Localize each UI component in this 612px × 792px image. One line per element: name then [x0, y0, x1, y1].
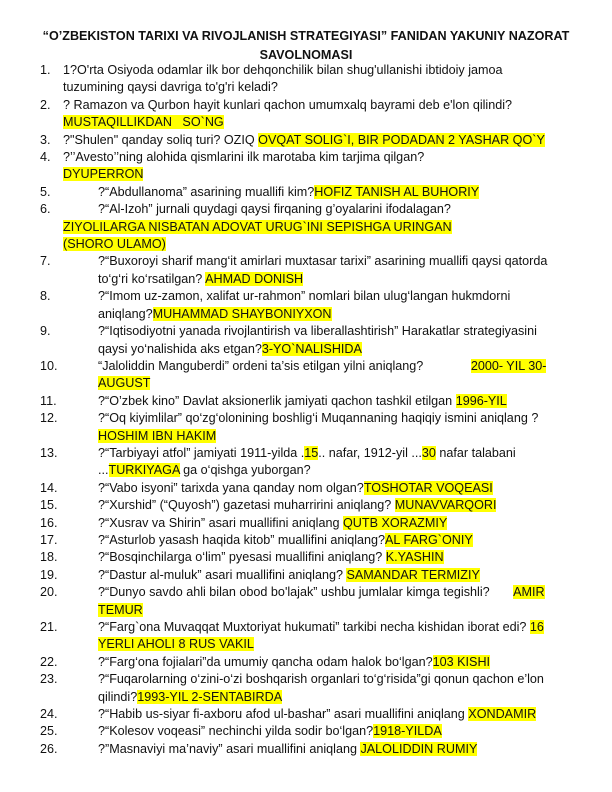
question-item — [0, 741, 568, 758]
question-text: ?“Habib us-siyar fi-axboru afod ul-bashar” asari muallifini aniqlang — [98, 707, 465, 722]
question-text: ?“Xusrav va Shirin” asari muallifini aniqlang — [98, 515, 340, 530]
question-number: 19. — [40, 567, 58, 582]
answer-highlight: AL FARG`ONIY — [385, 532, 473, 547]
question-number: 1. — [40, 63, 51, 77]
answer-highlight: OVQAT SOLIG`I, BIR PODADAN 2 YASHAR QO`Y — [258, 132, 545, 147]
question-item — [0, 584, 568, 619]
answer-highlight: TURKIYAGA — [108, 463, 180, 478]
question-text: ?“Bosqinchilarga o‘lim” pyesasi muallifini aniqlang? — [98, 550, 383, 565]
answer-highlight: 1918-YILDA — [373, 724, 442, 739]
question-item — [0, 654, 568, 671]
question-text: ?"Shulen" qanday soliq turi? OZIQ — [63, 132, 255, 147]
question-item — [0, 549, 568, 566]
question-text: ?“Farg‘ona fojialari”da umumiy qancha odam halok bo‘lgan? — [98, 654, 433, 669]
question-text: ?“Tarbiyayi atfol” jamiyati 1911-yilda . — [98, 445, 305, 460]
title-line-1: “O’ZBEKISTON TARIXI VA RIVOJLANISH STRATEGIYASI” FANIDAN YAKUNIY NAZORAT — [42, 29, 570, 43]
question-item — [0, 201, 568, 218]
question-number: 9. — [40, 324, 51, 339]
question-text: ?“Oq kiyimlilar” qo‘zg‘olonining boshlig‘i Muqannaning haqiqiy ismini aniqlang ? — [98, 411, 539, 426]
question-text: “Jaloliddin Manguberdi” ordeni ta’sis etilgan yilni aniqlang? — [98, 358, 424, 373]
answer-highlight: 3-YO`NALISHIDA — [261, 341, 362, 356]
question-item — [0, 480, 568, 497]
question-text: ?“Xurshid” (“Quyosh”) gazetasi muharririni aniqlang? — [98, 498, 392, 513]
question-text: nafar talabani ... — [98, 445, 516, 478]
question-number: 15. — [40, 498, 58, 513]
question-item — [0, 706, 568, 723]
answer-highlight: DYUPERRON — [63, 167, 144, 182]
question-text: ? Ramazon va Qurbon hayit kunlari qachon umumxalq bayrami deb e'lon qilindi? — [63, 97, 513, 112]
answer-highlight: 1993-YIL 2-SENTABIRDA — [137, 689, 283, 704]
question-number: 23. — [40, 672, 58, 687]
question-text: ?’’Avesto’’ning alohida qismlarini ilk marotaba kim tarjima qilgan? — [63, 150, 425, 165]
question-text: ?”Masnaviyi ma’naviy” asari muallifini aniqlang — [98, 741, 357, 756]
question-number: 6. — [40, 202, 51, 217]
question-number: 3. — [40, 132, 51, 147]
question-text: ?“Farg`ona Muvaqqat Muxtoriyat hukumati” tarkibi necha kishidan iborat edi? — [98, 620, 527, 634]
question-number: 13. — [40, 445, 58, 460]
question-item — [0, 567, 568, 584]
question-item — [0, 253, 568, 288]
question-item — [0, 532, 568, 549]
question-text: ?“O’zbek kino” Davlat aksionerlik jamiyati qachon tashkil etilgan — [98, 393, 453, 408]
answer-highlight: 30 — [421, 445, 436, 460]
answer-highlight: 2000- YIL 30-AUGUST — [98, 358, 547, 391]
question-number: 25. — [40, 724, 58, 739]
question-item — [0, 515, 568, 532]
answer-highlight: AMIR TEMUR — [98, 585, 545, 617]
question-text: ?“Dastur al-muluk” asari muallifini aniqlang? — [98, 567, 343, 582]
question-text: ?“Asturlob yasash haqida kitob” muallifini aniqlang? — [98, 532, 386, 547]
question-text: ?“Dunyo savdo ahli bilan obod bo'lajak” ushbu jumlalar kimga tegishli? — [98, 585, 490, 600]
title-line-2: SAVOLNOMASI — [259, 48, 353, 62]
question-number: 21. — [40, 620, 58, 634]
question-item — [0, 288, 548, 323]
answer-highlight: 1996-YIL — [455, 393, 507, 408]
question-number: 4. — [40, 150, 51, 165]
answer-highlight: MUNAVVARQORI — [394, 498, 497, 513]
question-item — [0, 497, 568, 514]
answer-highlight: AHMAD DONISH — [205, 271, 304, 286]
question-number: 24. — [40, 707, 58, 722]
question-text: ?“Imom uz-zamon, xalifat ur-rahmon” nomlari bilan ulug‘langan hukmdorni aniqlang? — [98, 289, 511, 321]
question-list — [0, 62, 612, 758]
question-text: ?“Vabo isyoni” tarixda yana qanday nom olgan? — [98, 480, 364, 495]
question-number: 11. — [40, 393, 57, 408]
question-item — [0, 149, 563, 184]
question-number: 20. — [40, 585, 58, 600]
question-text: ?“Abdullanoma” asarining muallifi kim? — [98, 184, 315, 199]
answer-highlight: QUTB XORAZMIY — [343, 515, 448, 530]
question-item — [0, 323, 568, 358]
answer-line — [0, 219, 463, 254]
question-item — [0, 445, 518, 480]
answer-highlight: SAMANDAR TERMIZIY — [346, 567, 480, 582]
answer-highlight: K.YASHIN — [385, 550, 444, 565]
question-text: ?“Fuqarolarning o‘zini-o‘zi boshqarish organlari to‘g‘risida”gi qonun qachon e’lon qilindi? — [98, 672, 544, 704]
question-text: ?“Kolesov voqeasi” nechinchi yilda sodir bo‘lgan? — [98, 724, 374, 739]
answer-highlight: 15 — [304, 445, 319, 460]
question-text: 1?O'rta Osiyoda odamlar ilk bor dehqonchilik bilan shug'ullanishi ibtidoiy jamoa tuzumining qaysi davriga to'g'ri keladi? — [63, 63, 503, 95]
question-number: 17. — [40, 532, 58, 547]
answer-highlight: 16 YERLI AHOLI 8 RUS VAKIL — [98, 620, 544, 652]
answer-highlight: XONDAMIR — [468, 707, 537, 722]
question-number: 8. — [40, 289, 51, 304]
question-number: 22. — [40, 654, 58, 669]
question-item — [0, 97, 553, 132]
question-text: .. nafar, 1912-yil ... — [318, 445, 422, 460]
question-number: 10. — [40, 358, 58, 373]
question-text: ga o‘qishga yuborgan? — [179, 463, 311, 478]
question-number: 5. — [40, 184, 51, 199]
page-title — [40, 27, 572, 65]
question-item — [0, 393, 568, 410]
question-number: 2. — [40, 97, 51, 112]
question-number: 12. — [40, 411, 58, 426]
question-item — [0, 132, 563, 149]
question-item — [0, 358, 568, 393]
answer-highlight: HOSHIM IBN HAKIM — [98, 428, 217, 443]
question-item — [0, 671, 568, 706]
answer-highlight: 103 KISHI — [432, 654, 491, 669]
question-text: ?“Buxoroyi sharif mang‘it amirlari muxtasar tarixi” asarining muallifi qaysi qatorda to‘g‘ri ko‘rsatilgan? — [98, 254, 548, 286]
question-number: 26. — [40, 741, 58, 756]
question-item — [0, 619, 568, 654]
answer-highlight: MUSTAQILLIKDAN SO`NG — [63, 115, 224, 130]
question-number: 18. — [40, 550, 58, 565]
answer-highlight: TOSHOTAR VOQEASI — [363, 480, 493, 495]
question-text: ?“Iqtisodiyotni yanada rivojlantirish va liberallashtirish” Harakatlar strategiyasini qaysi yo‘nalishida aks etgan? — [98, 324, 537, 356]
question-number: 16. — [40, 515, 58, 530]
question-item — [0, 62, 543, 97]
answer-highlight: MUHAMMAD SHAYBONIYXON — [152, 306, 332, 321]
answer-highlight: ZIYOLILARGA NISBATAN ADOVAT URUG`INI SEPISHGA URINGAN (SHORO ULAMO) — [63, 219, 452, 252]
question-item — [0, 410, 568, 445]
question-number: 7. — [40, 254, 51, 269]
question-item — [0, 723, 568, 740]
question-number: 14. — [40, 480, 58, 495]
question-item — [0, 184, 568, 201]
answer-highlight: HOFIZ TANISH AL BUHORIY — [314, 184, 480, 199]
question-text: ?“Al-Izoh” jurnali quydagi qaysi firqaning g’oyalarini ifodalagan? — [98, 202, 451, 217]
answer-highlight: JALOLIDDIN RUMIY — [360, 741, 478, 756]
